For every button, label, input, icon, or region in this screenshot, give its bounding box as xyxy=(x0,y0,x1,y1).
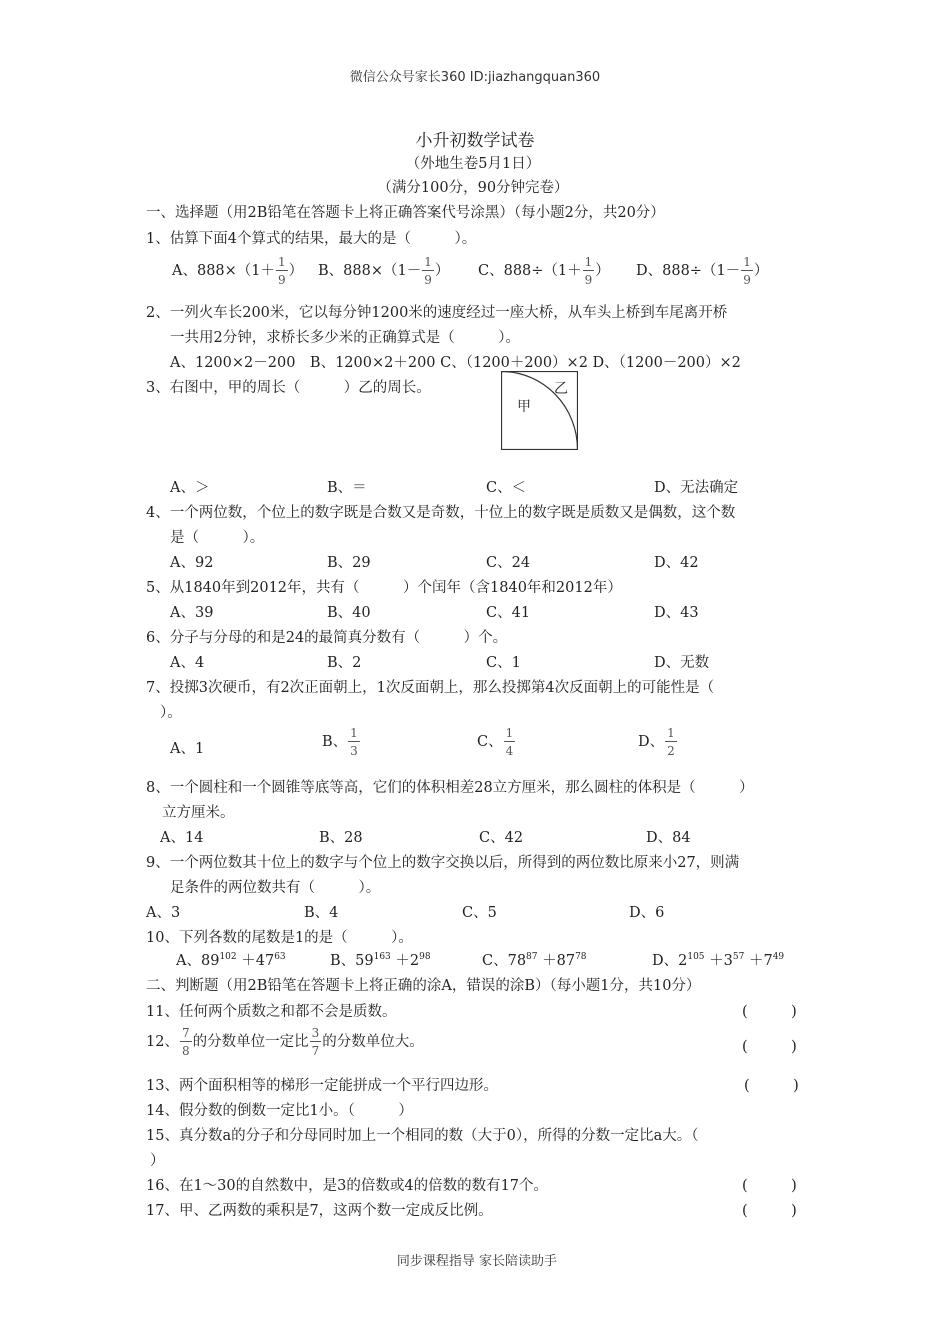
q5-option-c: C、41 xyxy=(486,605,531,621)
q11-stem: 11、任何两个质数之和都不会是质数。 xyxy=(146,1004,397,1020)
q1-option-b: B、888×（1－ $\frac{1}{9}$ ） xyxy=(318,255,450,287)
q10-option-b: B、$59^{163} +2^{98}$ xyxy=(330,952,431,969)
q6-option-c: C、1 xyxy=(486,655,521,671)
q10-option-c: C、$78^{87} +87^{78}$ xyxy=(482,952,587,969)
q2-options: A、1200×2－200 B、1200×2＋200 C、（1200＋200）×2 D、（1200－200）×2 xyxy=(170,355,741,371)
q8-option-c: C、42 xyxy=(479,830,524,846)
q4-stem-cont: 是（ ）。 xyxy=(170,530,265,546)
q7-option-d: D、 $\frac{1}{2}$ xyxy=(638,726,675,758)
q12-answer-paren: ( ) xyxy=(742,1039,797,1055)
q2-stem: 2、一列火车长200米，它以每分钟1200米的速度经过一座大桥，从车头上桥到车尾离开桥 xyxy=(146,305,728,321)
q3-option-b: B、＝ xyxy=(327,480,367,496)
q15-stem-cont: ） xyxy=(150,1153,165,1169)
q5-stem: 5、从1840年到2012年，共有（ ）个闰年（含1840年和2012年） xyxy=(146,580,622,596)
fraction: $\frac{1}{9}$ xyxy=(743,255,751,287)
q9-stem-cont: 足条件的两位数共有（ ）。 xyxy=(170,880,381,896)
fraction: $\frac{1}{9}$ xyxy=(278,255,286,287)
q4-option-a: A、92 xyxy=(170,555,214,571)
q6-stem: 6、分子与分母的和是24的最简真分数有（ ）个。 xyxy=(146,630,508,646)
q6-option-a: A、4 xyxy=(170,655,205,671)
page-title: 小升初数学试卷 xyxy=(415,131,535,151)
q9-option-c: C、5 xyxy=(462,905,497,921)
q10-stem: 10、下列各数的尾数是1的是（ ）。 xyxy=(146,930,413,946)
q7-option-a: A、1 xyxy=(170,741,205,757)
footer-note: 同步课程指导 家长陪读助手 xyxy=(396,1254,558,1269)
fraction: $\frac{1}{4}$ xyxy=(505,726,514,758)
q4-option-c: C、24 xyxy=(486,555,531,571)
q9-stem: 9、一个两位数其十位上的数字与个位上的数字交换以后，所得到的两位数比原来小27，则满 xyxy=(146,855,740,871)
q4-option-b: B、29 xyxy=(327,555,371,571)
q1-option-c: C、888÷（1＋ $\frac{1}{9}$ ） xyxy=(478,255,610,287)
q1-option-a: A、888×（1＋ $\frac{1}{9}$ ） xyxy=(172,255,304,287)
q8-option-b: B、28 xyxy=(319,830,363,846)
header-watermark: 微信公众号家长360 ID:jiazhangquan360 xyxy=(349,70,601,85)
q7-option-b: B、 $\frac{1}{3}$ xyxy=(322,726,358,758)
q17-stem: 17、甲、乙两数的乘积是7，这两个数一定成反比例。 xyxy=(146,1203,493,1219)
q9-option-b: B、4 xyxy=(304,905,339,921)
q3-figure xyxy=(501,371,578,450)
fraction: $\frac{3}{7}$ xyxy=(311,1026,320,1058)
q6-option-b: B、2 xyxy=(327,655,362,671)
q10-option-d: D、$2^{105} +3^{57} +7^{49}$ xyxy=(652,952,785,969)
label-jia: 甲 xyxy=(517,399,531,415)
q8-option-a: A、14 xyxy=(160,830,204,846)
q8-stem: 8、一个圆柱和一个圆锥等底等高，它们的体积相差28立方厘米，那么圆柱的体积是（ ） xyxy=(146,780,754,796)
q5-option-b: B、40 xyxy=(327,605,371,621)
q4-option-d: D、42 xyxy=(654,555,699,571)
fraction: $\frac{1}{9}$ xyxy=(424,255,432,287)
fraction: $\frac{1}{2}$ xyxy=(667,726,675,758)
q16-answer-paren: ( ) xyxy=(742,1178,797,1194)
q3-option-d: D、无法确定 xyxy=(654,480,739,496)
q8-option-d: D、84 xyxy=(646,830,691,846)
q5-option-d: D、43 xyxy=(654,605,699,621)
fraction: $\frac{1}{3}$ xyxy=(350,726,358,758)
q2-stem-cont: 一共用2分钟，求桥长多少米的正确算式是（ ）。 xyxy=(170,330,520,346)
q1-option-d: D、888÷（1－ $\frac{1}{9}$ ） xyxy=(636,255,769,287)
q15-stem: 15、真分数a的分子和分母同时加上一个相同的数（大于0），所得的分数一定比a大。（ xyxy=(146,1128,699,1144)
q14-stem: 14、假分数的倒数一定比1小。（ ） xyxy=(146,1103,413,1119)
q7-stem: 7、投掷3次硬币，有2次正面朝上，1次反面朝上，那么投掷第4次反面朝上的可能性是（ xyxy=(146,680,715,696)
q8-stem-cont: 立方厘米。 xyxy=(162,805,235,821)
q3-stem: 3、右图中，甲的周长（ ）乙的周长。 xyxy=(146,380,431,396)
q6-option-d: D、无数 xyxy=(654,655,710,671)
q5-option-a: A、39 xyxy=(170,605,214,621)
q4-stem: 4、一个两位数，个位上的数字既是合数又是奇数，十位上的数字既是质数又是偶数，这个数 xyxy=(146,505,736,521)
q7-stem-cont: ）。 xyxy=(160,705,182,721)
q7-option-c: C、 $\frac{1}{4}$ xyxy=(477,726,514,758)
q9-option-a: A、3 xyxy=(146,905,181,921)
q11-answer-paren: ( ) xyxy=(742,1004,797,1020)
section1-heading: 一、选择题（用2B铅笔在答题卡上将正确答案代号涂黑）（每小题2分，共20分） xyxy=(146,205,665,221)
q10-option-a: A、$89^{102} +47^{63}$ xyxy=(176,952,286,969)
section2-heading: 二、判断题（用2B铅笔在答题卡上将正确的涂A，错误的涂B）（每小题1分，共10分） xyxy=(146,978,701,994)
subtitle-exam: （外地生卷5月1日） xyxy=(405,156,541,172)
q16-stem: 16、在1～30的自然数中，是3的倍数或4的倍数的数有17个。 xyxy=(146,1178,549,1194)
q13-answer-paren: ( ) xyxy=(744,1078,799,1094)
fraction: $\frac{1}{9}$ xyxy=(584,255,593,287)
fraction: $\frac{7}{8}$ xyxy=(181,1026,190,1058)
q17-answer-paren: ( ) xyxy=(742,1203,797,1219)
q12-stem: 12、 $\frac{7}{8}$ 的分数单位一定比 $\frac{3}{7}$ 的分数单位大。 xyxy=(146,1026,424,1058)
q13-stem: 13、两个面积相等的梯形一定能拼成一个平行四边形。 xyxy=(146,1078,498,1094)
subtitle-score: （满分100分，90分钟完卷） xyxy=(377,180,569,196)
q9-option-d: D、6 xyxy=(629,905,665,921)
q3-option-a: A、＞ xyxy=(170,480,210,496)
q1-stem: 1、估算下面4个算式的结果，最大的是（ ）。 xyxy=(146,231,477,247)
q3-option-c: C、＜ xyxy=(486,480,527,496)
label-yi: 乙 xyxy=(554,381,568,397)
